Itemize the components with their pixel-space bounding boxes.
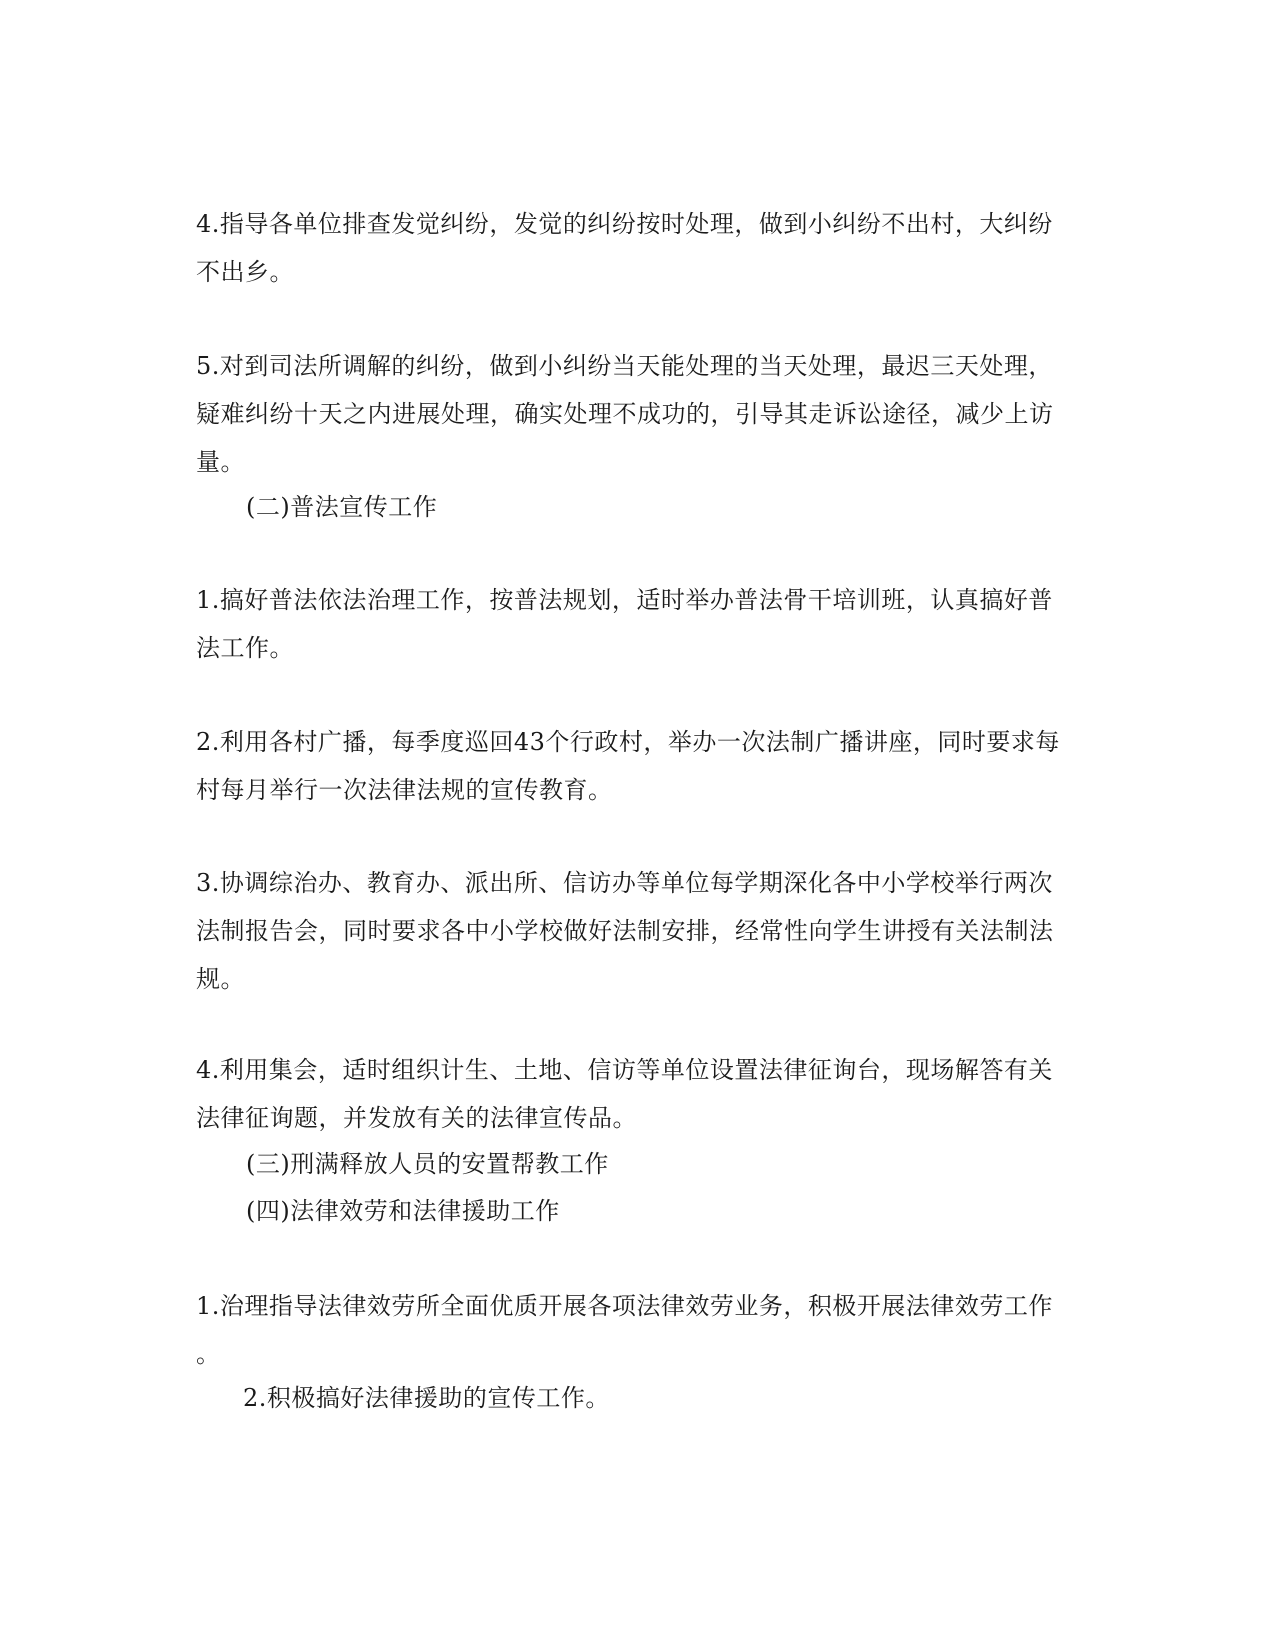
text-line: 法律征询题，并发放有关的法律宣传品。	[196, 1104, 637, 1132]
text-line: 4.利用集会，适时组织计生、土地、信访等单位设置法律征询台，现场解答有关	[196, 1056, 1053, 1084]
text-line: (三)刑满释放人员的安置帮教工作	[246, 1150, 609, 1178]
text-line: 村每月举行一次法律法规的宣传教育。	[196, 776, 613, 804]
text-line: 5.对到司法所调解的纠纷，做到小纠纷当天能处理的当天处理，最迟三天处理，	[196, 352, 1053, 380]
paragraph-school-reports	[196, 859, 1076, 1003]
text-line: 法工作。	[196, 634, 294, 662]
text-line: 1.搞好普法依法治理工作，按普法规划，适时举办普法骨干培训班，认真搞好普	[196, 586, 1053, 614]
text-line: 3.协调综治办、教育办、派出所、信访办等单位每学期深化各中小学校举行两次	[196, 869, 1053, 897]
paragraph-mediation-deadline	[196, 342, 1076, 486]
section-heading-legal-publicity	[246, 483, 1126, 531]
paragraph-village-broadcast	[196, 718, 1076, 814]
section-heading-legal-services	[246, 1187, 1126, 1235]
paragraph-consultation-desk	[196, 1046, 1076, 1142]
paragraph-dispute-investigation	[196, 200, 1076, 296]
text-line: (二)普法宣传工作	[246, 493, 438, 521]
section-heading-released-persons	[246, 1140, 1126, 1188]
text-line: 疑难纠纷十天之内进展处理，确实处理不成功的，引导其走诉讼途径，减少上访	[196, 400, 1054, 428]
text-line: 2.利用各村广播，每季度巡回43个行政村，举办一次法制广播讲座，同时要求每	[196, 728, 1060, 756]
text-line: 规。	[196, 965, 245, 993]
paragraph-law-popularization	[196, 576, 1076, 672]
paragraph-legal-aid-publicity	[243, 1374, 1123, 1422]
paragraph-legal-service-office	[196, 1282, 1076, 1378]
text-line: 4.指导各单位排查发觉纠纷，发觉的纠纷按时处理，做到小纠纷不出村，大纠纷	[196, 210, 1053, 238]
text-line: 不出乡。	[196, 258, 294, 286]
text-line: 量。	[196, 448, 245, 476]
text-line: (四)法律效劳和法律援助工作	[246, 1197, 560, 1225]
text-line: 1.治理指导法律效劳所全面优质开展各项法律效劳业务，积极开展法律效劳工作	[196, 1292, 1053, 1320]
text-line: 2.积极搞好法律援助的宣传工作。	[243, 1384, 610, 1412]
text-line: 。	[196, 1340, 221, 1368]
text-line: 法制报告会，同时要求各中小学校做好法制安排，经常性向学生讲授有关法制法	[196, 917, 1054, 945]
